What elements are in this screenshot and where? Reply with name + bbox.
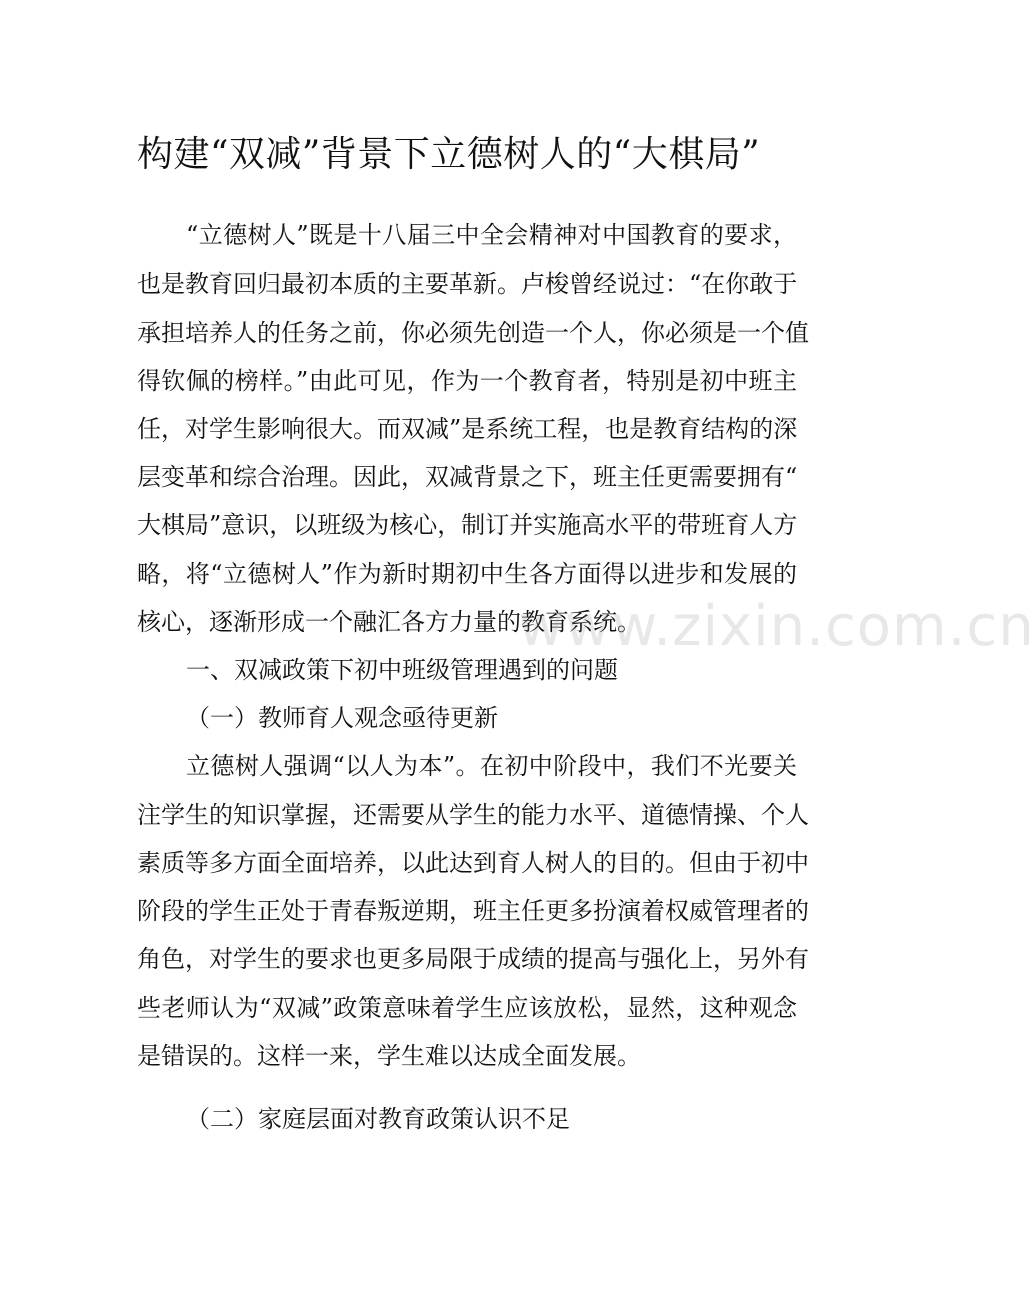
paragraph-line: 略，将“立德树人”作为新时期初中生各方面得以进步和发展的	[137, 560, 797, 588]
paragraph-line: 大棋局”意识，以班级为核心，制订并实施高水平的带班育人方	[137, 511, 798, 539]
paragraph-line: 层变革和综合治理。因此，双减背景之下，班主任更需要拥有“	[137, 463, 798, 491]
paragraph-line: 立德树人强调“以人为本”。在初中阶段中，我们不光要关	[186, 752, 797, 780]
watermark: www.zixin.com.cn	[518, 594, 1035, 659]
subsection-heading: （二）家庭层面对教育政策认识不足	[186, 1105, 570, 1133]
paragraph-line: 是错误的。这样一来，学生难以达成全面发展。	[137, 1042, 641, 1070]
paragraph-line: 角色，对学生的要求也更多局限于成绩的提高与强化上，另外有	[137, 945, 809, 973]
paragraph-line: 也是教育回归最初本质的主要革新。卢梭曾经说过：“在你敢于	[137, 270, 798, 298]
paragraph-line: “立德树人”既是十八届三中全会精神对中国教育的要求，	[186, 221, 797, 249]
paragraph-line: 承担培养人的任务之前，你必须先创造一个人，你必须是一个值	[137, 319, 809, 347]
paragraph-line: 些老师认为“双减”政策意味着学生应该放松，显然，这种观念	[137, 994, 797, 1022]
paragraph-line: 注学生的知识掌握，还需要从学生的能力水平、道德情操、个人	[137, 801, 809, 829]
paragraph-line: 得钦佩的榜样。”由此可见，作为一个教育者，特别是初中班主	[137, 367, 797, 395]
paragraph-line: 核心，逐渐形成一个融汇各方力量的教育系统。	[137, 608, 641, 636]
paragraph-line: 任，对学生影响很大。而双减”是系统工程，也是教育结构的深	[137, 415, 798, 443]
paragraph-line: 阶段的学生正处于青春叛逆期，班主任更多扮演着权威管理者的	[137, 897, 809, 925]
section-heading: 一、双减政策下初中班级管理遇到的问题	[186, 656, 618, 684]
document-title: 构建“双减”背景下立德树人的“大棋局”	[137, 134, 761, 175]
subsection-heading: （一）教师育人观念亟待更新	[186, 704, 498, 732]
paragraph-line: 素质等多方面全面培养，以此达到育人树人的目的。但由于初中	[137, 849, 809, 877]
